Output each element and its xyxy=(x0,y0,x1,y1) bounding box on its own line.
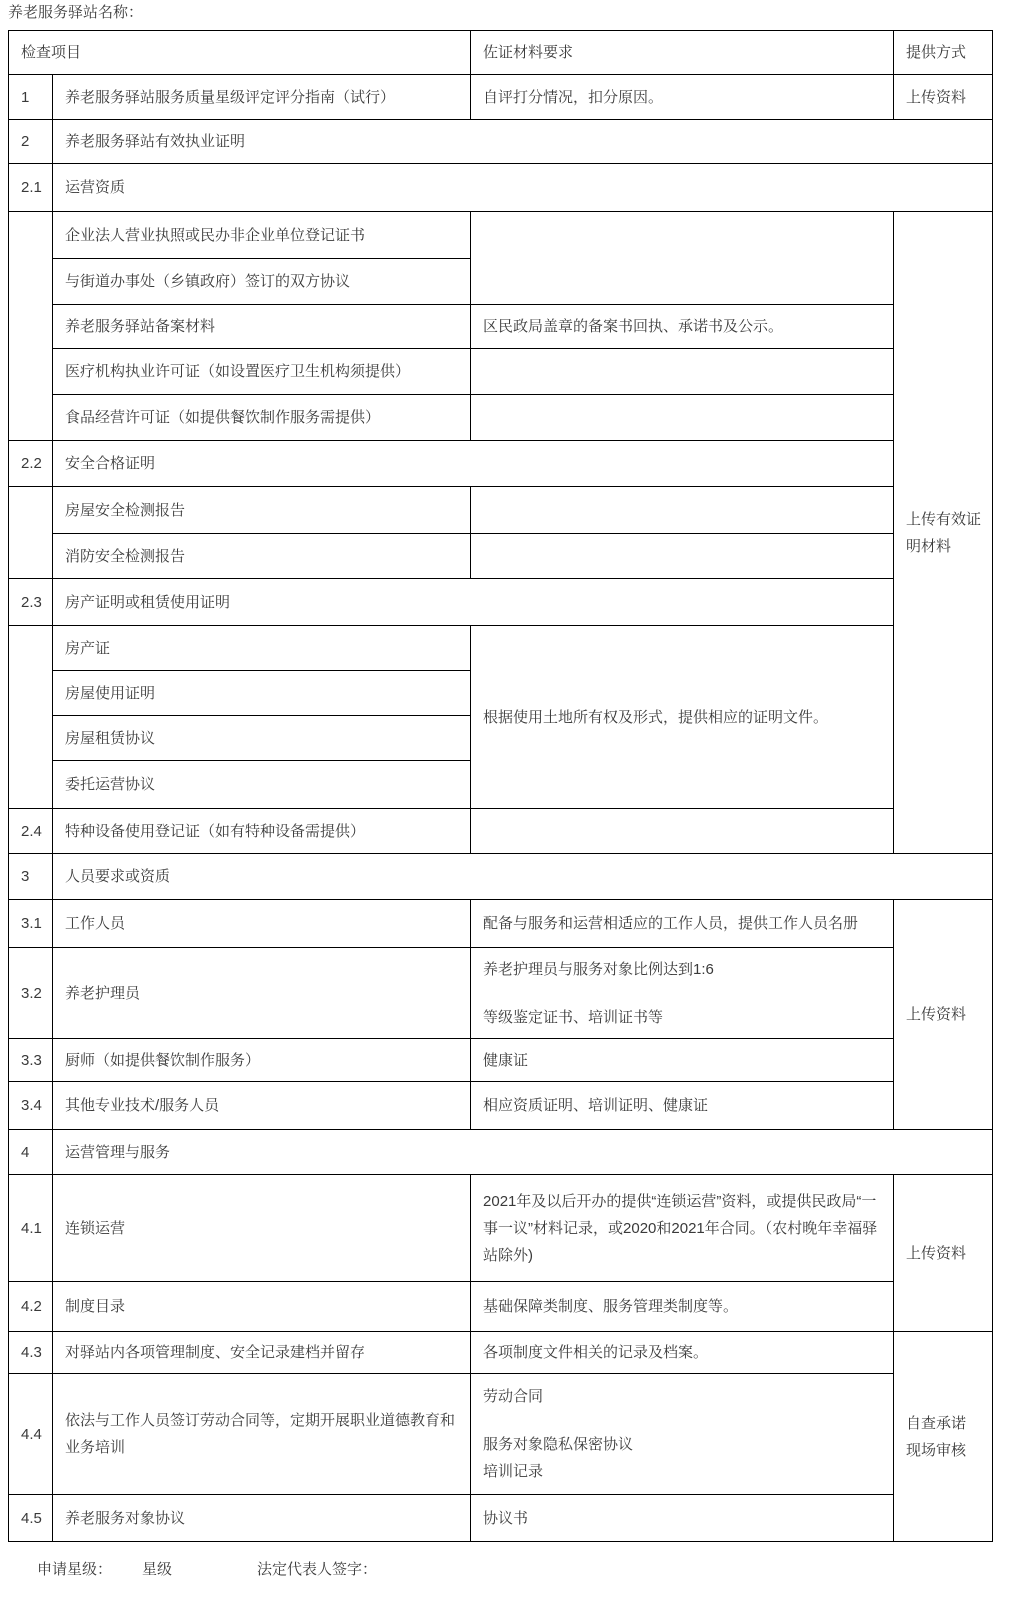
table-row xyxy=(9,164,993,212)
cell-r43-item: 对驿站内各项管理制度、安全记录建档并留存 xyxy=(53,1332,471,1374)
cell-r33-material: 健康证 xyxy=(471,1039,894,1082)
header-method: 提供方式 xyxy=(894,31,993,75)
inspection-table xyxy=(8,30,993,1542)
table-row xyxy=(9,1374,993,1495)
table-row xyxy=(9,900,993,948)
table-row xyxy=(9,579,993,626)
cell-method-self-check xyxy=(894,1332,993,1542)
cell-r22a-item: 房屋安全检测报告 xyxy=(53,487,471,534)
cell-r23c-item: 房屋租赁协议 xyxy=(53,716,471,761)
footer xyxy=(8,1559,1011,1580)
table-row xyxy=(9,1039,993,1082)
page-title: 养老服务驿站名称： xyxy=(8,4,144,21)
method-self-line2: 现场审核 xyxy=(906,1441,967,1459)
cell-r31-item: 工作人员 xyxy=(53,900,471,948)
header-item: 检查项目 xyxy=(9,31,471,75)
cell-r33-num: 3.3 xyxy=(9,1039,53,1082)
cell-r23b-item: 房屋使用证明 xyxy=(53,671,471,716)
table-row xyxy=(9,441,993,487)
cell-r31-num: 3.1 xyxy=(9,900,53,948)
cell-r21d-material-empty xyxy=(471,349,894,395)
cell-method-upload-3: 上传资料 xyxy=(894,900,993,1130)
r32-material-line2: 等级鉴定证书、培训证书等 xyxy=(483,1008,664,1026)
cell-r2-num: 2 xyxy=(9,120,53,164)
apply-star-label: 申请星级： xyxy=(37,1561,113,1578)
cell-r22-num: 2.2 xyxy=(9,441,53,487)
cell-r23a-item: 房产证 xyxy=(53,626,471,671)
cell-r32-num: 3.2 xyxy=(9,948,53,1039)
cell-r23d-item: 委托运营协议 xyxy=(53,761,471,809)
cell-r24-material-empty xyxy=(471,809,894,854)
cell-r32-item: 养老护理员 xyxy=(53,948,471,1039)
cell-r22sub-num-empty xyxy=(9,487,53,579)
cell-r22b-item: 消防安全检测报告 xyxy=(53,534,471,579)
cell-r4-item: 运营管理与服务 xyxy=(53,1130,993,1175)
cell-method-upload-4: 上传资料 xyxy=(894,1175,993,1332)
cell-r23sub-num-empty xyxy=(9,626,53,809)
cell-r21-num: 2.1 xyxy=(9,164,53,212)
cell-r21ab-material-empty xyxy=(471,212,894,305)
cell-r21-item: 运营资质 xyxy=(53,164,993,212)
cell-r3-num: 3 xyxy=(9,854,53,900)
cell-r21c-material: 区民政局盖章的备案书回执、承诺书及公示。 xyxy=(471,305,894,349)
cell-r21sub-num-empty xyxy=(9,212,53,441)
cell-r31-material: 配备与服务和运营相适应的工作人员，提供工作人员名册 xyxy=(471,900,894,948)
cell-r23-num: 2.3 xyxy=(9,579,53,626)
table-row xyxy=(9,948,993,1039)
r44-material-line3: 培训记录 xyxy=(483,1463,544,1480)
cell-r42-item: 制度目录 xyxy=(53,1282,471,1332)
r32-material-line1: 养老护理员与服务对象比例达到1:6 xyxy=(483,960,714,978)
cell-r41-material: 2021年及以后开办的提供“连锁运营”资料，或提供民政局“一事一议”材料记录，或2020和2021年合同。（农村晚年幸福驿站除外) xyxy=(471,1175,894,1282)
cell-material-land: 根据使用土地所有权及形式，提供相应的证明文件。 xyxy=(471,626,894,809)
cell-r1-method: 上传资料 xyxy=(894,75,993,120)
cell-r21e-material-empty xyxy=(471,395,894,441)
table-row xyxy=(9,305,993,349)
cell-r44-item: 依法与工作人员签订劳动合同等，定期开展职业道德教育和业务培训 xyxy=(53,1374,471,1495)
table-row xyxy=(9,1495,993,1542)
table-row xyxy=(9,1175,993,1282)
cell-r32-material xyxy=(471,948,894,1039)
star-value: 星级 xyxy=(142,1561,173,1578)
cell-r34-item: 其他专业技术/服务人员 xyxy=(53,1082,471,1130)
cell-r45-num: 4.5 xyxy=(9,1495,53,1542)
table-row xyxy=(9,395,993,441)
signature-label: 法定代表人签字： xyxy=(257,1561,378,1578)
cell-r21c-item: 养老服务驿站备案材料 xyxy=(53,305,471,349)
header-material: 佐证材料要求 xyxy=(471,31,894,75)
cell-r2-item: 养老服务驿站有效执业证明 xyxy=(53,120,993,164)
r44-material-line2: 服务对象隐私保密协议 xyxy=(483,1436,634,1453)
table-row xyxy=(9,534,993,579)
table-row xyxy=(9,1130,993,1175)
cell-r41-item: 连锁运营 xyxy=(53,1175,471,1282)
cell-r43-num: 4.3 xyxy=(9,1332,53,1374)
table-row xyxy=(9,1082,993,1130)
cell-r33-item: 厨师（如提供餐饮制作服务） xyxy=(53,1039,471,1082)
cell-r34-num: 3.4 xyxy=(9,1082,53,1130)
cell-r21d-item: 医疗机构执业许可证（如设置医疗卫生机构须提供） xyxy=(53,349,471,395)
cell-r44-num: 4.4 xyxy=(9,1374,53,1495)
cell-r21e-item: 食品经营许可证（如提供餐饮制作服务需提供） xyxy=(53,395,471,441)
header-row xyxy=(9,31,993,75)
cell-r21a-item: 企业法人营业执照或民办非企业单位登记证书 xyxy=(53,212,471,259)
table-row xyxy=(9,349,993,395)
cell-method-upload-valid: 上传有效证明材料 xyxy=(894,212,993,854)
cell-r42-num: 4.2 xyxy=(9,1282,53,1332)
cell-r24-item: 特种设备使用登记证（如有特种设备需提供） xyxy=(53,809,471,854)
cell-r44-material xyxy=(471,1374,894,1495)
method-self-line1: 自查承诺 xyxy=(906,1414,967,1432)
table-row xyxy=(9,1282,993,1332)
r44-material-line1: 劳动合同 xyxy=(483,1388,544,1405)
cell-r24-num: 2.4 xyxy=(9,809,53,854)
table-row xyxy=(9,75,993,120)
cell-r1-num: 1 xyxy=(9,75,53,120)
table-row xyxy=(9,854,993,900)
cell-r22-item: 安全合格证明 xyxy=(53,441,894,487)
cell-r23-item: 房产证明或租赁使用证明 xyxy=(53,579,894,626)
cell-r4-num: 4 xyxy=(9,1130,53,1175)
cell-r34-material: 相应资质证明、培训证明、健康证 xyxy=(471,1082,894,1130)
table-row xyxy=(9,212,993,259)
cell-r1-material: 自评打分情况，扣分原因。 xyxy=(471,75,894,120)
cell-r41-num: 4.1 xyxy=(9,1175,53,1282)
cell-r21b-item: 与街道办事处（乡镇政府）签订的双方协议 xyxy=(53,259,471,305)
table-row xyxy=(9,1332,993,1374)
table-row xyxy=(9,809,993,854)
cell-r43-material: 各项制度文件相关的记录及档案。 xyxy=(471,1332,894,1374)
cell-r22a-material-empty xyxy=(471,487,894,534)
cell-r45-material: 协议书 xyxy=(471,1495,894,1542)
table-row xyxy=(9,487,993,534)
table-row xyxy=(9,120,993,164)
cell-r1-item: 养老服务驿站服务质量星级评定评分指南（试行） xyxy=(53,75,471,120)
cell-r45-item: 养老服务对象协议 xyxy=(53,1495,471,1542)
cell-r42-material: 基础保障类制度、服务管理类制度等。 xyxy=(471,1282,894,1332)
table-row xyxy=(9,626,993,671)
cell-r22b-material-empty xyxy=(471,534,894,579)
cell-r3-item: 人员要求或资质 xyxy=(53,854,993,900)
